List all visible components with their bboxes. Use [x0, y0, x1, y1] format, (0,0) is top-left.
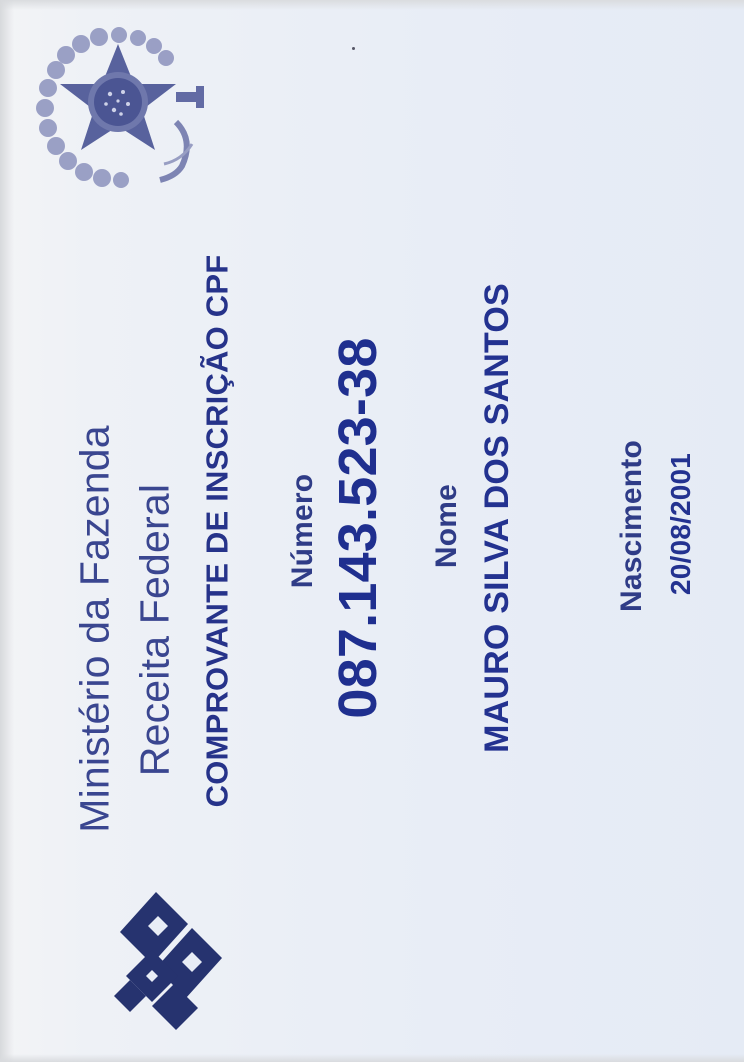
receita-federal-logo-icon [112, 880, 228, 1030]
document-title: COMPROVANTE DE INSCRIÇÃO CPF [199, 254, 235, 808]
ministry-name: Ministério da Fazenda [71, 425, 118, 833]
birth-date: 20/08/2001 [665, 452, 696, 596]
cpf-number: 087.143.523-38 [328, 337, 388, 719]
agency-name: Receita Federal [131, 483, 178, 777]
nascimento-label: Nascimento [615, 439, 648, 613]
card-edge-left [0, 0, 14, 1062]
holder-name: MAURO SILVA DOS SANTOS [478, 283, 516, 753]
card-edge-bottom [0, 1054, 744, 1062]
brazil-coat-of-arms-icon [26, 22, 214, 190]
print-speck [352, 47, 355, 50]
nome-label: Nome [430, 483, 463, 569]
numero-label: Número [286, 473, 319, 589]
card-edge-top [0, 0, 744, 10]
